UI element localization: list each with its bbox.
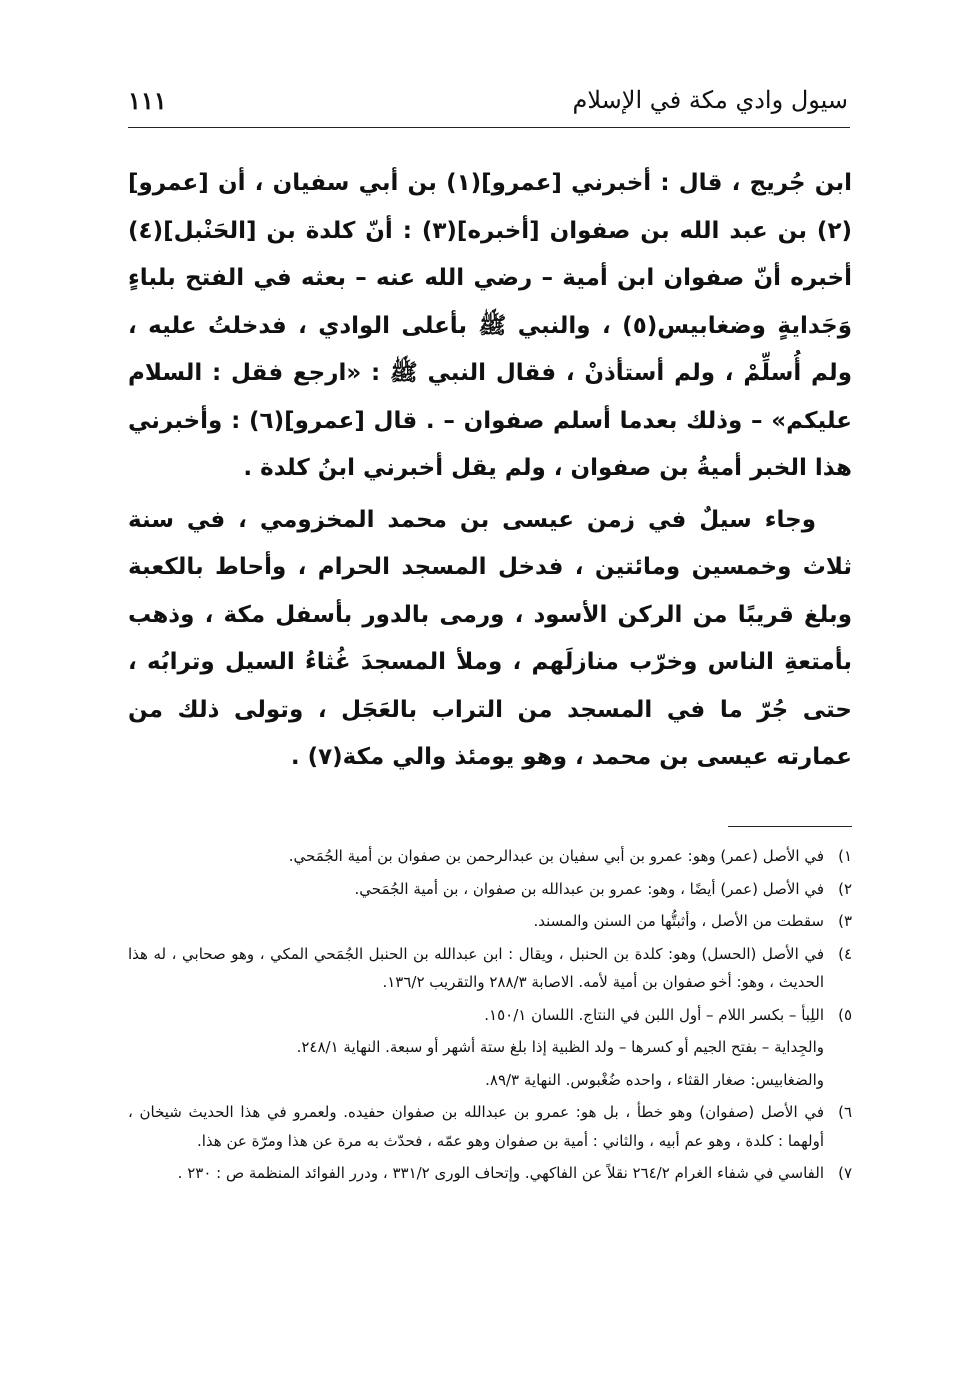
footnote-text: في الأصل (الحسل) وهو: كلدة بن الحنبل ، ويقال : ابن عبدالله بن الحنبل الجُمَحي المكي ، وهو صحابي ، له هذا الحديث ، وهو: أخو صفوان بن أمية لأمه. الاصابة ٢٨٨/٣ والتقريب ١٣٦/٢. xyxy=(128,944,824,991)
footnote-text: الفاسي في شفاء الغرام ٢٦٤/٢ نقلاً عن الفاكهي. وإتحاف الورى ٣٣١/٢ ، ودرر الفوائد المنظمة ص : ٢٣٠ . xyxy=(177,1164,824,1182)
footnote-number: ٧) xyxy=(838,1164,852,1182)
main-text xyxy=(128,160,852,782)
footnote-separator xyxy=(728,826,852,827)
running-header xyxy=(128,78,848,128)
footnote-1 xyxy=(128,842,852,871)
header-rule xyxy=(128,127,850,128)
footnote-number: ٢) xyxy=(838,879,852,898)
footnote-number: ١) xyxy=(838,847,852,865)
footnote-number: ٦) xyxy=(838,1103,852,1121)
footnote-text: في الأصل (صفوان) وهو خطأ ، بل هو: عمرو بن عبدالله بن صفوان حفيده. ولعمرو في هذا الحديث شيخان ، أولهما : كلدة ، وهو عم أبيه ، والثاني : أمية بن صفوان وهو عمّه ، فحدّث به مرة عن هذا ومرّة عن هذا. xyxy=(128,1103,824,1150)
footnote-3 xyxy=(128,907,852,936)
footnote-6 xyxy=(128,1098,852,1155)
footnote-5-continuation-2: والضغابيس: صغار القثاء ، واحده ضُغْبوس. النهاية ٨٩/٣. xyxy=(485,1070,824,1089)
footnote-number: ٤) xyxy=(838,944,852,963)
footnotes xyxy=(128,842,852,1192)
footnote-4 xyxy=(128,940,852,997)
footnote-text: اللِبأ – بكسر اللام – أول اللبن في النتاج. اللسان ١٥٠/١. xyxy=(484,1005,824,1024)
paragraph-2: وجاء سيلٌ في زمن عيسى بن محمد المخزومي ، في سنة ثلاث وخمسين ومائتين ، فدخل المسجد الحرام ، وأحاط بالكعبة وبلغ قريبًا من الركن الأسود ، ورمى بالدور بأسفل مكة ، وذهب بأمتعةِ الناس وخرّب منازلَهم ، وملأ المسجدَ غُثاءُ السيل وترابُه ، حتى جُرّ ما في المسجد من التراب بالعَجَل ، وتولى ذلك من عمارته عيسى بن محمد ، وهو يومئذ والي مكة(٧) . xyxy=(128,506,852,770)
footnote-number: ٣) xyxy=(838,912,852,930)
footnote-text: سقطت من الأصل ، وأثبتُّها من السنن والمسند. xyxy=(533,912,824,930)
footnote-7 xyxy=(128,1159,852,1188)
footnote-5-continuation-1: والجِداية – بفتح الجيم أو كسرها – ولد الظبية إذا بلغ ستة أشهر أو سبعة. النهاية ٢٤٨/١. xyxy=(296,1038,824,1056)
page-number: ١١١ xyxy=(128,86,167,115)
footnote-text: في الأصل (عمر) أيضًا ، وهو: عمرو بن عبدالله بن صفوان ، بن أمية الجُمَحي. xyxy=(354,879,824,898)
footnote-text: في الأصل (عمر) وهو: عمرو بن أبي سفيان بن عبدالرحمن بن صفوان بن أمية الجُمَحي. xyxy=(288,847,824,865)
footnote-5 xyxy=(128,1001,852,1030)
footnote-2 xyxy=(128,875,852,904)
running-title: سيول وادي مكة في الإسلام xyxy=(572,86,848,114)
footnote-number: ٥) xyxy=(838,1005,852,1024)
paragraph-1: ابن جُريج ، قال : أخبرني [عمرو](١) بن أبي سفيان ، أن [عمرو](٢) بن عبد الله بن صفوان [أخبره](٣) : أنّ كلدة بن [الحَنْبل](٤) أخبره أنّ صفوان ابن أمية – رضي الله عنه – بعثه في الفتح بلباءٍ وَجَدايةٍ وضغابيس(٥) ، والنبي ﷺ بأعلى الوادي ، فدخلتُ عليه ، ولم أُسلِّمْ ، ولم أستأذنْ ، فقال النبي ﷺ : «ارجع فقل : السلام عليكم» – وذلك بعدما أسلم صفوان – . قال [عمرو](٦) : وأخبرني هذا الخبر أميةُ بن صفوان ، ولم يقل أخبرني ابنُ كلدة . xyxy=(128,170,852,481)
